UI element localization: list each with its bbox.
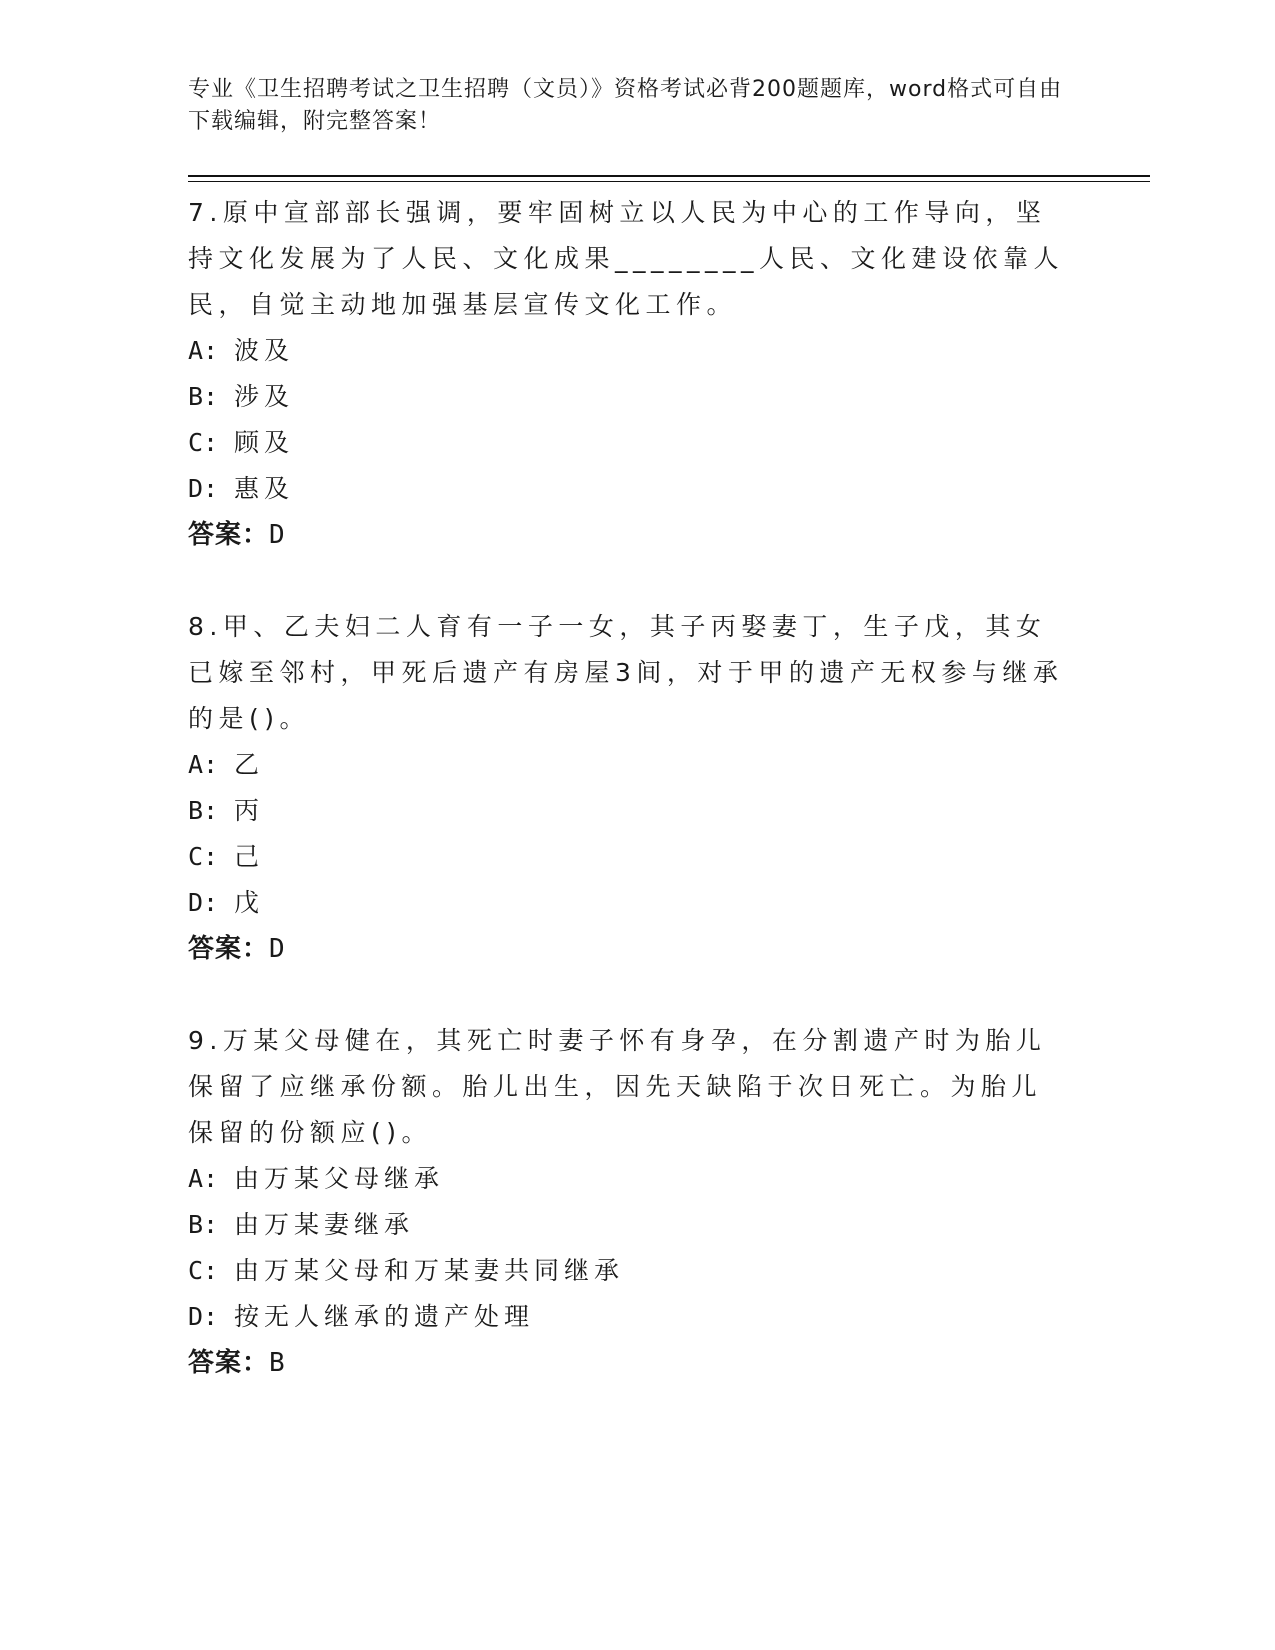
option-d [188,1294,1068,1340]
question-text [188,604,1068,742]
question-8 [188,604,1068,972]
option-a [188,1156,1068,1202]
option-text: 按无人继承的遗产处理 [234,1302,535,1331]
question-body: 原中宣部部长强调，要牢固树立以人民为中心的工作导向，坚持文化发展为了人民、文化成果________人民、文化建设依靠人民，自觉主动地加强基层宣传文化工作。 [188,198,1065,319]
header-rule-thick [188,175,1150,177]
option-letter: B: [188,1210,219,1239]
question-text [188,1018,1068,1156]
answer-label: 答案： [188,520,270,550]
answer-label: 答案： [188,1348,270,1378]
question-7 [188,190,1068,558]
option-letter: D: [188,888,219,917]
question-9 [188,1018,1068,1386]
option-text: 波及 [234,336,295,365]
option-text: 戊 [234,888,265,917]
option-b [188,788,1068,834]
option-text: 由万某妻继承 [234,1210,415,1239]
option-text: 丙 [234,796,265,825]
header-rule-thin [188,181,1150,182]
option-b [188,1202,1068,1248]
answer-line [188,926,1068,972]
option-letter: A: [188,1164,219,1193]
option-c [188,420,1068,466]
option-b [188,374,1068,420]
document-header: 专业《卫生招聘考试之卫生招聘（文员）》资格考试必背200题题库，word格式可自由下载编辑，附完整答案！ [188,77,1063,134]
question-text [188,190,1068,328]
option-letter: D: [188,474,219,503]
answer-line [188,512,1068,558]
question-number: 7. [188,198,223,227]
question-number: 9. [188,1026,223,1055]
option-letter: B: [188,796,219,825]
option-text: 由万某父母继承 [234,1164,445,1193]
option-text: 顾及 [234,428,295,457]
question-body: 甲、乙夫妇二人育有一子一女，其子丙娶妻丁，生子戊，其女已嫁至邻村，甲死后遗产有房屋3间，对于甲的遗产无权参与继承的是()。 [188,612,1064,733]
option-letter: C: [188,1256,219,1285]
option-d [188,880,1068,926]
option-text: 乙 [234,750,265,779]
option-d [188,466,1068,512]
option-c [188,1248,1068,1294]
answer-value: D [269,520,286,550]
option-letter: A: [188,750,219,779]
option-c [188,834,1068,880]
option-text: 己 [234,842,265,871]
answer-value: D [269,934,286,964]
option-text: 惠及 [234,474,295,503]
option-letter: D: [188,1302,219,1331]
option-letter: A: [188,336,219,365]
question-body: 万某父母健在，其死亡时妻子怀有身孕，在分割遗产时为胎儿保留了应继承份额。胎儿出生，因先天缺陷于次日死亡。为胎儿保留的份额应()。 [188,1026,1047,1147]
option-letter: B: [188,382,219,411]
answer-line [188,1340,1068,1386]
option-a [188,742,1068,788]
option-text: 由万某父母和万某妻共同继承 [234,1256,625,1285]
option-letter: C: [188,428,219,457]
question-number: 8. [188,612,223,641]
question-list [188,190,1068,1432]
answer-value: B [269,1348,286,1378]
option-a [188,328,1068,374]
answer-label: 答案： [188,934,270,964]
option-text: 涉及 [234,382,295,411]
option-letter: C: [188,842,219,871]
